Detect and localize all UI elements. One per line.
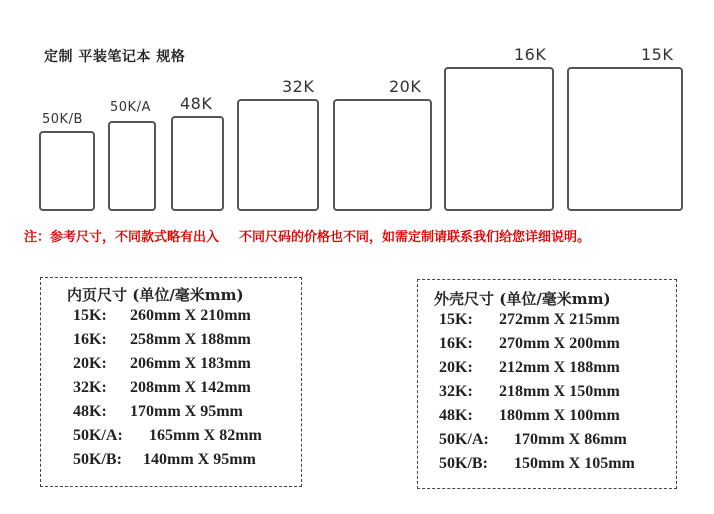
inner-row-dims: 170mm X 95mm (130, 403, 243, 420)
outer-row-size: 20K: (439, 359, 473, 376)
outer-row-size: 48K: (439, 407, 473, 424)
note-text (24, 226, 590, 245)
inner-row (73, 355, 251, 373)
size-label-48k: 48K (180, 94, 213, 113)
notebook-box-15k (567, 67, 683, 211)
outer-row-dims: 180mm X 100mm (499, 407, 620, 424)
inner-row-dims: 140mm X 95mm (143, 451, 256, 468)
inner-row-dims: 208mm X 142mm (130, 379, 251, 396)
outer-size-panel (417, 279, 677, 489)
outer-row-dims: 150mm X 105mm (514, 455, 635, 472)
size-label-16k: 16K (514, 45, 547, 64)
inner-row (73, 451, 256, 469)
size-label-50ka: 50K/A (110, 100, 151, 115)
outer-row-size: 15K: (439, 311, 473, 328)
notebook-box-48k (171, 116, 224, 211)
outer-row-size: 16K: (439, 335, 473, 352)
outer-row-dims: 212mm X 188mm (499, 359, 620, 376)
outer-row (439, 407, 620, 425)
outer-row-size: 32K: (439, 383, 473, 400)
size-label-20k: 20K (389, 77, 422, 96)
inner-row-dims: 260mm X 210mm (130, 307, 251, 324)
outer-row (439, 431, 627, 449)
inner-row (73, 331, 251, 349)
inner-row (73, 379, 251, 397)
outer-row-size: 50K/B: (439, 455, 488, 472)
inner-row-dims: 165mm X 82mm (149, 427, 262, 444)
inner-row-dims: 206mm X 183mm (130, 355, 251, 372)
outer-row-dims: 270mm X 200mm (499, 335, 620, 352)
inner-panel-title: 内页尺寸 (单位/毫米mm) (67, 286, 244, 304)
size-label-15k: 15K (641, 45, 674, 64)
outer-row (439, 455, 635, 473)
outer-row (439, 311, 620, 329)
notebook-box-50ka (108, 121, 156, 211)
size-label-32k: 32K (282, 77, 315, 96)
inner-row (73, 307, 251, 325)
notebook-box-16k (444, 67, 554, 211)
note-part1: 注：参考尺寸，不同款式略有出入 (24, 230, 220, 245)
inner-row (73, 427, 262, 445)
inner-row-size: 16K: (73, 331, 107, 348)
outer-row (439, 359, 620, 377)
outer-row-dims: 272mm X 215mm (499, 311, 620, 328)
outer-row-size: 50K/A: (439, 431, 489, 448)
page-title: 定制 平装笔记本 规格 (44, 49, 186, 65)
outer-row-dims: 218mm X 150mm (499, 383, 620, 400)
notebook-box-32k (237, 99, 319, 211)
inner-row-dims: 258mm X 188mm (130, 331, 251, 348)
note-part2: 不同尺码的价格也不同，如需定制请联系我们给您详细说明。 (239, 230, 591, 245)
outer-row (439, 335, 620, 353)
notebook-box-20k (333, 99, 432, 211)
inner-row (73, 403, 243, 421)
inner-row-size: 50K/B: (73, 451, 122, 468)
inner-size-panel (40, 277, 302, 487)
inner-row-size: 48K: (73, 403, 107, 420)
inner-row-size: 32K: (73, 379, 107, 396)
size-label-50kb: 50K/B (42, 112, 83, 127)
inner-row-size: 20K: (73, 355, 107, 372)
inner-row-size: 50K/A: (73, 427, 123, 444)
inner-row-size: 15K: (73, 307, 107, 324)
outer-panel-title: 外壳尺寸 (单位/毫米mm) (434, 290, 611, 308)
outer-row-dims: 170mm X 86mm (514, 431, 627, 448)
notebook-box-50kb (39, 131, 95, 211)
outer-row (439, 383, 620, 401)
